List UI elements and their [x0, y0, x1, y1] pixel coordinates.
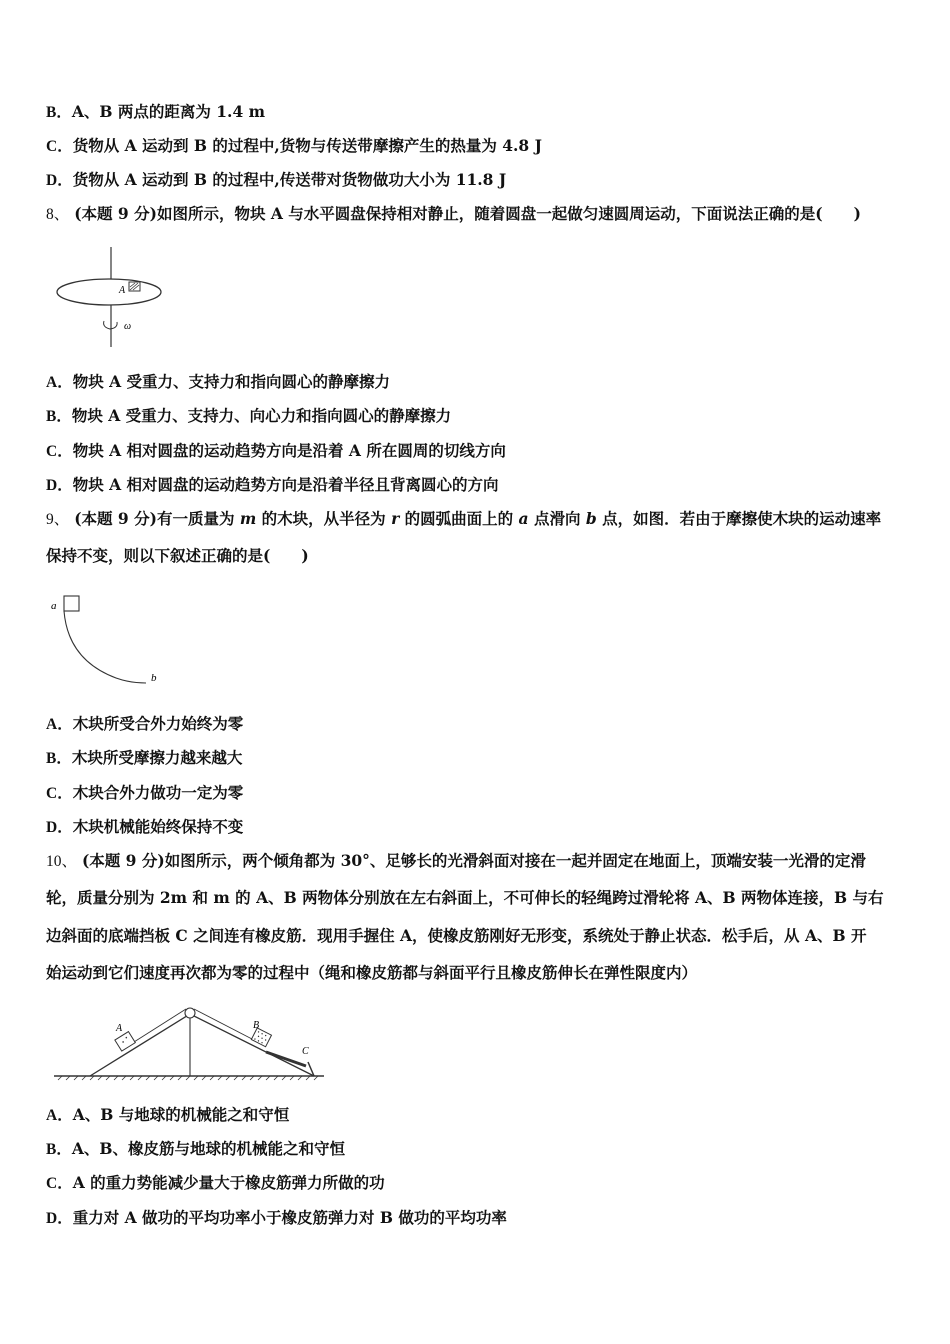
q10-stem-line3 [46, 926, 866, 946]
q10-stem-line1 [46, 851, 866, 872]
option-letter: C． [46, 138, 73, 155]
label-c: C [302, 1046, 309, 1057]
point-a-label: a [51, 600, 57, 612]
variable-m: m [239, 509, 257, 528]
q7-option-d [46, 170, 506, 191]
option-text: A、B、橡皮筋与地球的机械能之和守恒 [71, 1139, 345, 1158]
option-text: 物块 A 受重力、支持力、向心力和指向圆心的静摩擦力 [71, 406, 452, 425]
wood-block [64, 596, 79, 611]
q8-stem [46, 204, 861, 225]
question-text: 的木块，从半径为 [256, 509, 392, 528]
rope-right [194, 1009, 252, 1039]
option-letter: D． [46, 172, 73, 189]
q7-option-c [46, 136, 542, 157]
q10-option-c [46, 1173, 385, 1194]
q10-stem-line2 [46, 888, 884, 908]
label-b: B [253, 1020, 260, 1031]
q8-option-b [46, 406, 451, 427]
question-text: 轮，质量分别为 2m 和 m 的 A、B 两物体分别放在左右斜面上，不可伸长的轻绳跨过滑轮将 A、B 两物体连接，B 与右 [46, 888, 884, 907]
question-text: 的圆弧曲面上的 [399, 509, 519, 528]
question-number: 8、 [46, 206, 70, 223]
option-text: 木块合外力做功一定为零 [72, 783, 244, 802]
option-letter: B． [46, 104, 72, 121]
q8-option-a [46, 372, 390, 393]
option-letter: D． [46, 819, 73, 836]
option-text: 木块所受摩擦力越来越大 [71, 748, 243, 767]
q8-option-c [46, 441, 506, 462]
arc-surface [64, 611, 146, 683]
q8-rotating-disk-figure [50, 245, 170, 350]
left-incline [90, 1014, 190, 1076]
q9-option-d [46, 817, 243, 838]
q9-arc-figure [46, 590, 166, 690]
point-b-label: b [151, 672, 157, 684]
option-letter: D． [46, 1210, 73, 1227]
q9-option-a [46, 714, 243, 735]
q10-double-incline-figure [52, 1004, 332, 1086]
option-text: 物块 A 受重力、支持力和指向圆心的静摩擦力 [72, 372, 391, 391]
option-letter: B． [46, 750, 72, 767]
option-text: 物块 A 相对圆盘的运动趋势方向是沿着半径且背离圆心的方向 [72, 475, 499, 494]
block-label: A [119, 285, 126, 296]
question-number: 9、 [46, 511, 70, 528]
omega-label: ω [124, 321, 132, 332]
label-a: A [116, 1023, 123, 1034]
variable-b: b [585, 509, 597, 528]
q9-option-c [46, 783, 243, 804]
option-letter: A． [46, 374, 73, 391]
q9-stem-line2 [46, 546, 309, 566]
question-text: 始运动到它们速度再次都为零的过程中（绳和橡皮筋都与斜面平行且橡皮筋伸长在弹性限度内） [46, 963, 698, 982]
option-letter: C． [46, 785, 73, 802]
option-text: A、B 与地球的机械能之和守恒 [72, 1105, 290, 1124]
question-text: (本题 9 分)有一质量为 [74, 509, 240, 528]
q9-option-b [46, 748, 242, 769]
question-text: 保持不变，则以下叙述正确的是( ) [46, 546, 309, 565]
option-letter: A． [46, 716, 73, 733]
option-text: 木块所受合外力始终为零 [72, 714, 244, 733]
option-text: 货物从 A 运动到 B 的过程中,货物与传送带摩擦产生的热量为 4.8 J [72, 136, 542, 155]
question-number: 10、 [46, 853, 78, 870]
option-letter: C． [46, 443, 73, 460]
option-letter: B． [46, 408, 72, 425]
question-text: 边斜面的底端挡板 C 之间连有橡皮筋．现用手握住 A，使橡皮筋刚好无形变，系统处于静止状态．松手后，从 A、B 开 [46, 926, 867, 945]
option-text: 物块 A 相对圆盘的运动趋势方向是沿着 A 所在圆周的切线方向 [72, 441, 506, 460]
question-text: (本题 9 分)如图所示，物块 A 与水平圆盘保持相对静止，随着圆盘一起做匀速圆周运动，下面说法正确的是( ) [74, 204, 861, 223]
q10-option-a [46, 1105, 289, 1126]
question-text: 点滑向 [528, 509, 586, 528]
q9-stem-line1 [46, 509, 881, 530]
q10-option-b [46, 1139, 345, 1160]
disk-ellipse [57, 279, 161, 305]
rotation-arrow-icon [104, 321, 118, 329]
option-letter: C． [46, 1175, 73, 1192]
option-text: A 的重力势能减少量大于橡皮筋弹力所做的功 [72, 1173, 385, 1192]
q10-stem-line4 [46, 963, 697, 983]
q7-option-b [46, 102, 265, 123]
rope-left [134, 1009, 186, 1042]
rubber-band [266, 1052, 306, 1066]
q8-option-d [46, 475, 499, 496]
option-text: A、B 两点的距离为 1.4 m [71, 102, 266, 121]
option-text: 木块机械能始终保持不变 [72, 817, 244, 836]
option-text: 货物从 A 运动到 B 的过程中,传送带对货物做功大小为 11.8 J [72, 170, 507, 189]
option-text: 重力对 A 做功的平均功率小于橡皮筋弹力对 B 做功的平均功率 [72, 1208, 507, 1227]
option-letter: D． [46, 477, 73, 494]
block-a [115, 1032, 135, 1052]
q10-option-d [46, 1208, 507, 1229]
question-text: 点，如图．若由于摩擦使木块的运动速率 [596, 509, 882, 528]
option-letter: B． [46, 1141, 72, 1158]
right-incline [190, 1014, 314, 1076]
question-text: (本题 9 分)如图所示，两个倾角都为 30°、足够长的光滑斜面对接在一起并固定在地面上，顶端安装一光滑的定滑 [81, 851, 866, 870]
option-letter: A． [46, 1107, 73, 1124]
pulley [185, 1008, 195, 1018]
variable-r: r [391, 509, 400, 528]
variable-a: a [518, 509, 529, 528]
